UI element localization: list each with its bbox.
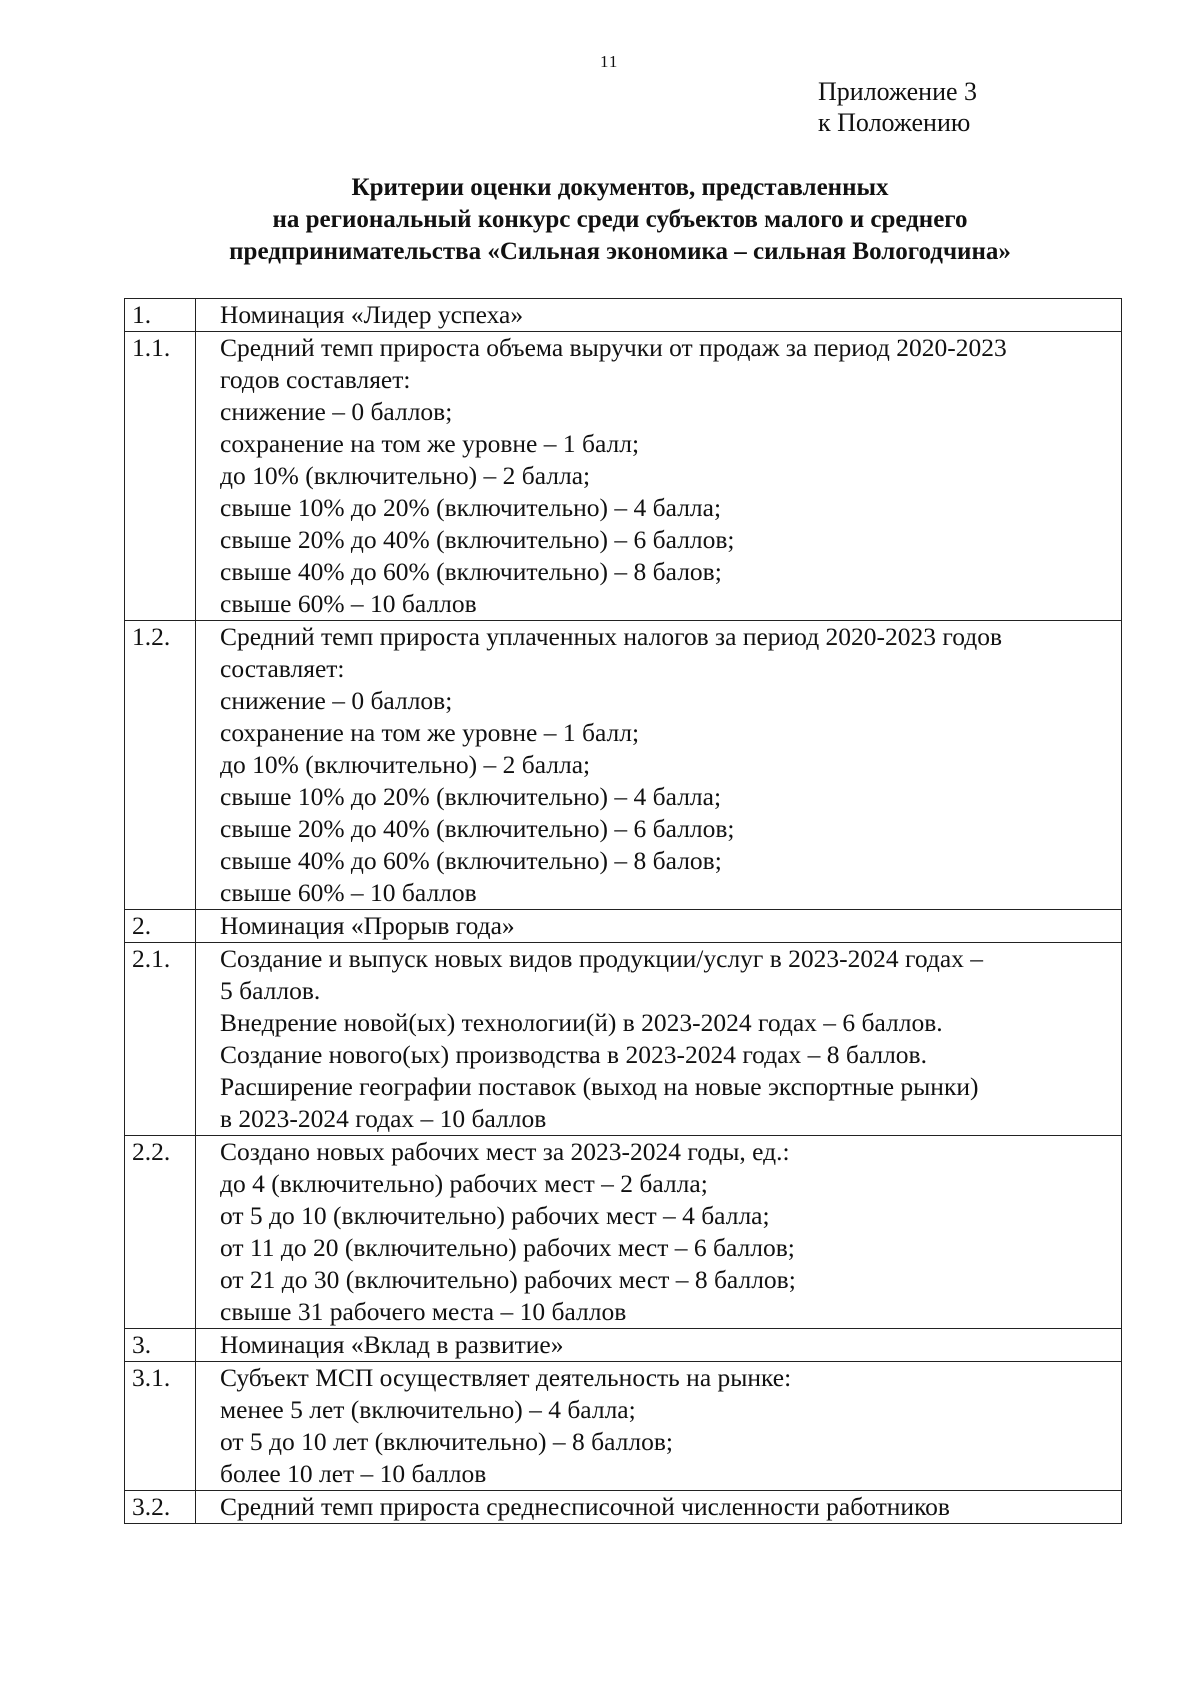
row-criteria: [196, 299, 1122, 332]
row-number: 2.2.: [125, 1136, 196, 1329]
row-number: 3.2.: [125, 1491, 196, 1524]
criteria-line: от 5 до 10 (включительно) рабочих мест – 4 балла;: [220, 1201, 770, 1230]
criteria-line: свыше 40% до 60% (включительно) – 8 балов;: [220, 557, 722, 586]
criteria-line: снижение – 0 баллов;: [220, 686, 453, 715]
criteria-line: свыше 10% до 20% (включительно) – 4 балла;: [220, 493, 722, 522]
criteria-line: снижение – 0 баллов;: [220, 397, 453, 426]
criteria-line: Внедрение новой(ых) технологии(й) в 2023-2024 годах – 6 баллов.: [220, 1008, 943, 1037]
row-criteria: [196, 910, 1122, 943]
criteria-line: Номинация «Вклад в развитие»: [220, 1330, 564, 1359]
table-row: [125, 621, 1122, 910]
table-row: [125, 943, 1122, 1136]
table-row: [125, 1362, 1122, 1491]
row-criteria: [196, 1136, 1122, 1329]
criteria-line: свыше 20% до 40% (включительно) – 6 баллов;: [220, 814, 735, 843]
row-criteria: [196, 1362, 1122, 1491]
criteria-line: Расширение географии поставок (выход на новые экспортные рынки): [220, 1072, 979, 1101]
criteria-line: сохранение на том же уровне – 1 балл;: [220, 718, 640, 747]
criteria-line: Средний темп прироста уплаченных налогов за период 2020-2023 годов: [220, 622, 1003, 651]
row-number: 1.2.: [125, 621, 196, 910]
criteria-line: Субъект МСП осуществляет деятельность на рынке:: [220, 1363, 792, 1392]
criteria-line: от 11 до 20 (включительно) рабочих мест – 6 баллов;: [220, 1233, 795, 1262]
table-row: [125, 1491, 1122, 1524]
row-criteria: [196, 332, 1122, 621]
criteria-table-body: [125, 299, 1122, 1524]
row-criteria: [196, 621, 1122, 910]
row-number: 2.1.: [125, 943, 196, 1136]
criteria-line: до 10% (включительно) – 2 балла;: [220, 750, 591, 779]
criteria-line: Номинация «Прорыв года»: [220, 911, 515, 940]
row-number: 1.: [125, 299, 196, 332]
criteria-line: в 2023-2024 годах – 10 баллов: [220, 1104, 547, 1133]
criteria-line: свыше 10% до 20% (включительно) – 4 балла;: [220, 782, 722, 811]
page-number: 11: [600, 52, 619, 71]
criteria-line: свыше 40% до 60% (включительно) – 8 балов;: [220, 846, 722, 875]
criteria-line: от 5 до 10 лет (включительно) – 8 баллов;: [220, 1427, 673, 1456]
appendix-line: Приложение 3: [818, 77, 978, 106]
criteria-table: [124, 298, 1122, 1524]
row-criteria: [196, 1491, 1122, 1524]
criteria-line: свыше 31 рабочего места – 10 баллов: [220, 1297, 627, 1326]
criteria-line: до 10% (включительно) – 2 балла;: [220, 461, 591, 490]
title-line: на региональный конкурс среди субъектов малого и среднего: [272, 206, 968, 233]
criteria-line: более 10 лет – 10 баллов: [220, 1459, 487, 1488]
table-row: [125, 1136, 1122, 1329]
criteria-line: 5 баллов.: [220, 976, 321, 1005]
criteria-line: составляет:: [220, 654, 345, 683]
table-row: [125, 299, 1122, 332]
criteria-line: свыше 60% – 10 баллов: [220, 589, 477, 618]
criteria-line: Средний темп прироста среднесписочной численности работников: [220, 1492, 950, 1521]
table-row: [125, 1329, 1122, 1362]
row-number: 2.: [125, 910, 196, 943]
table-row: [125, 332, 1122, 621]
criteria-line: сохранение на том же уровне – 1 балл;: [220, 429, 640, 458]
criteria-line: менее 5 лет (включительно) – 4 балла;: [220, 1395, 636, 1424]
row-number: 1.1.: [125, 332, 196, 621]
appendix-line: к Положению: [818, 108, 971, 137]
criteria-line: годов составляет:: [220, 365, 411, 394]
row-criteria: [196, 943, 1122, 1136]
criteria-line: до 4 (включительно) рабочих мест – 2 балла;: [220, 1169, 708, 1198]
table-row: [125, 910, 1122, 943]
criteria-line: свыше 60% – 10 баллов: [220, 878, 477, 907]
appendix-reference: [818, 76, 977, 138]
row-number: 3.1.: [125, 1362, 196, 1491]
criteria-line: свыше 20% до 40% (включительно) – 6 баллов;: [220, 525, 735, 554]
title-line: Критерии оценки документов, представленных: [351, 174, 889, 201]
criteria-line: Создание и выпуск новых видов продукции/услуг в 2023-2024 годах –: [220, 944, 984, 973]
title-line: предпринимательства «Сильная экономика – сильная Вологодчина»: [229, 238, 1011, 265]
row-number: 3.: [125, 1329, 196, 1362]
criteria-line: Средний темп прироста объема выручки от продаж за период 2020-2023: [220, 333, 1007, 362]
criteria-line: Номинация «Лидер успеха»: [220, 300, 524, 329]
criteria-line: Создание нового(ых) производства в 2023-2024 годах – 8 баллов.: [220, 1040, 927, 1069]
document-title: [120, 172, 1120, 268]
row-criteria: [196, 1329, 1122, 1362]
criteria-line: Создано новых рабочих мест за 2023-2024 годы, ед.:: [220, 1137, 790, 1166]
criteria-line: от 21 до 30 (включительно) рабочих мест – 8 баллов;: [220, 1265, 796, 1294]
